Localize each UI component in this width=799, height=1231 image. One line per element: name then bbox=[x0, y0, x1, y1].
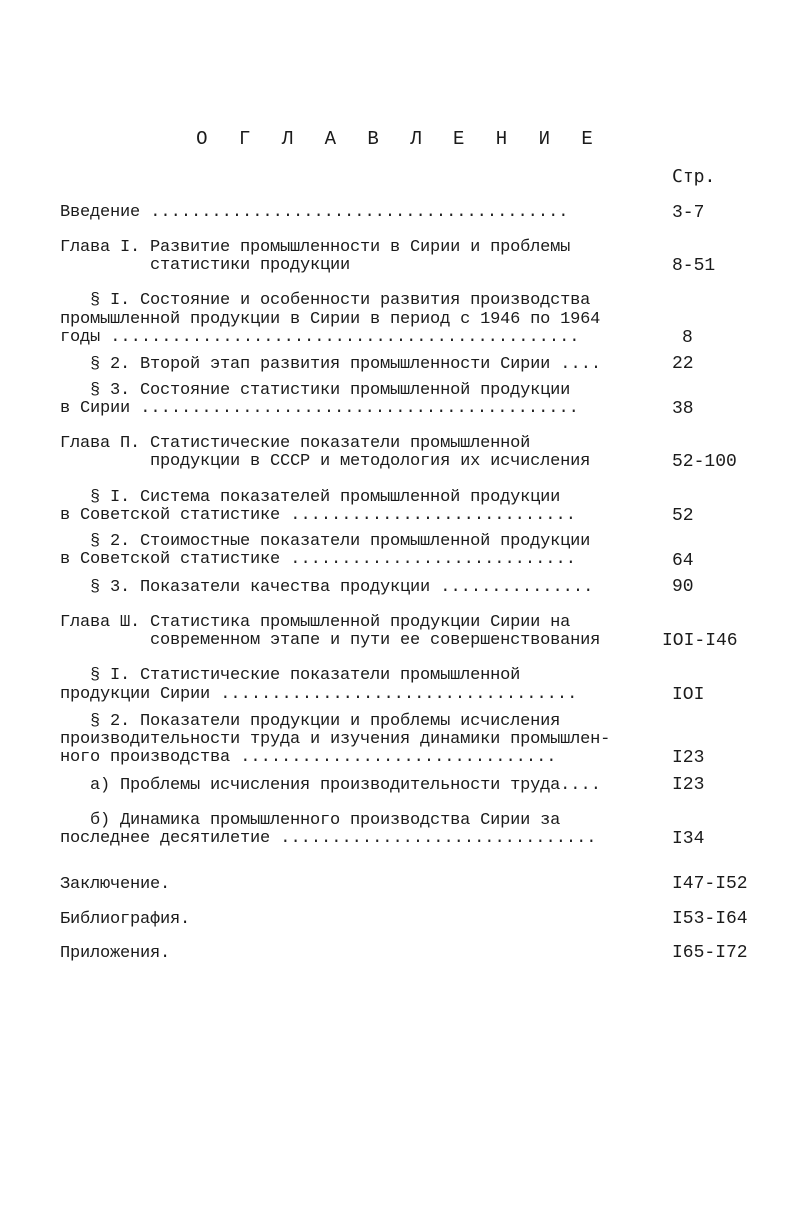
toc-entry-section-2-1-line2: в Советской статистике ............................ bbox=[60, 506, 576, 525]
toc-entry-chapter-1-line2: статистики продукции bbox=[60, 256, 351, 275]
entry-page: IOI-I46 bbox=[662, 631, 738, 651]
entry-page: 8 bbox=[682, 328, 693, 348]
toc-entry-section-3-2-line1: § 2. Показатели продукции и проблемы исчисления bbox=[60, 712, 561, 731]
toc-entry-chapter-1-line1: Глава I. Развитие промышленности в Сирии и проблемы bbox=[60, 238, 571, 257]
entry-text: в Советской статистике bbox=[60, 550, 281, 569]
entry-text: Введение bbox=[60, 203, 141, 222]
toc-entry-bibliography: Библиография. bbox=[60, 910, 191, 929]
entry-page: 38 bbox=[672, 399, 694, 419]
entry-text: § 2. Второй этап развития промышленности Сирии bbox=[60, 355, 551, 374]
toc-entry-section-1-3-line1: § 3. Состояние статистики промышленной продукции bbox=[60, 381, 571, 400]
entry-text: ного производства bbox=[60, 748, 231, 767]
toc-entry-subsection-a: а) Проблемы исчисления производительности труда.... bbox=[60, 776, 601, 795]
entry-text: последнее десятилетие bbox=[60, 829, 271, 848]
entry-page: 52-100 bbox=[672, 452, 737, 472]
toc-entry-subsection-b-line1: б) Динамика промышленного производства Сирии за bbox=[60, 811, 561, 830]
toc-entry-appendices: Приложения. bbox=[60, 944, 171, 963]
entry-page: I53-I64 bbox=[672, 909, 748, 929]
toc-entry-chapter-2-line2: продукции в СССР и методология их исчисления bbox=[60, 452, 591, 471]
toc-entry-section-1-1-line2: промышленной продукции в Сирии в период с 1946 по 1964 bbox=[60, 310, 601, 329]
entry-page: 90 bbox=[672, 577, 694, 597]
entry-page: I34 bbox=[672, 829, 705, 849]
entry-page: I47-I52 bbox=[672, 874, 748, 894]
toc-entry-section-3-2-line2: производительности труда и изучения динамики промышлен- bbox=[60, 730, 611, 749]
entry-text: а) Проблемы исчисления производительности труда bbox=[60, 776, 561, 795]
entry-page: 3-7 bbox=[672, 203, 705, 223]
page-column-label: Стр. bbox=[672, 166, 716, 187]
toc-entry-chapter-3-line1: Глава Ш. Статистика промышленной продукции Сирии на bbox=[60, 613, 571, 632]
toc-entry-section-3-1-line1: § I. Статистические показатели промышленной bbox=[60, 666, 521, 685]
entry-text: в Сирии bbox=[60, 399, 131, 418]
toc-entry-section-2-2-line2: в Советской статистике ............................ bbox=[60, 550, 576, 569]
entry-text: продукции Сирии bbox=[60, 685, 211, 704]
toc-entry-chapter-2-line1: Глава П. Статистические показатели промышленной bbox=[60, 434, 531, 453]
entry-page: I23 bbox=[672, 775, 705, 795]
toc-entry-subsection-b-line2: последнее десятилетие ............................... bbox=[60, 829, 597, 848]
toc-entry-section-3-2-line3: ного производства ............................... bbox=[60, 748, 557, 767]
entry-page: 22 bbox=[672, 354, 694, 374]
entry-page: 64 bbox=[672, 551, 694, 571]
entry-page: I23 bbox=[672, 748, 705, 768]
toc-entry-section-1-1-line1: § I. Состояние и особенности развития производства bbox=[60, 291, 591, 310]
toc-entry-intro: Введение ......................................... bbox=[60, 203, 569, 222]
toc-entry-conclusion: Заключение. bbox=[60, 875, 171, 894]
toc-entry-section-3-1-line2: продукции Сирии ................................... bbox=[60, 685, 578, 704]
toc-entry-section-1-3-line2: в Сирии ........................................... bbox=[60, 399, 579, 418]
toc-entry-section-2-3: § 3. Показатели качества продукции ............... bbox=[60, 578, 594, 597]
toc-entry-section-1-1-line3: годы .............................................. bbox=[60, 328, 580, 347]
entry-page: 8-51 bbox=[672, 256, 716, 276]
toc-entry-section-2-2-line1: § 2. Стоимостные показатели промышленной продукции bbox=[60, 532, 591, 551]
toc-title: О Г Л А В Л Е Н И Е bbox=[196, 128, 603, 150]
entry-text: в Советской статистике bbox=[60, 506, 281, 525]
entry-page: I65-I72 bbox=[672, 943, 748, 963]
entry-text: годы bbox=[60, 328, 101, 347]
toc-entry-chapter-3-line2: современном этапе и пути ее совершенствования bbox=[60, 631, 601, 650]
entry-page: 52 bbox=[672, 506, 694, 526]
entry-text: § 3. Показатели качества продукции bbox=[60, 578, 431, 597]
toc-entry-section-2-1-line1: § I. Система показателей промышленной продукции bbox=[60, 488, 561, 507]
toc-entry-section-1-2: § 2. Второй этап развития промышленности Сирии .... bbox=[60, 355, 602, 374]
entry-page: IOI bbox=[672, 685, 705, 705]
